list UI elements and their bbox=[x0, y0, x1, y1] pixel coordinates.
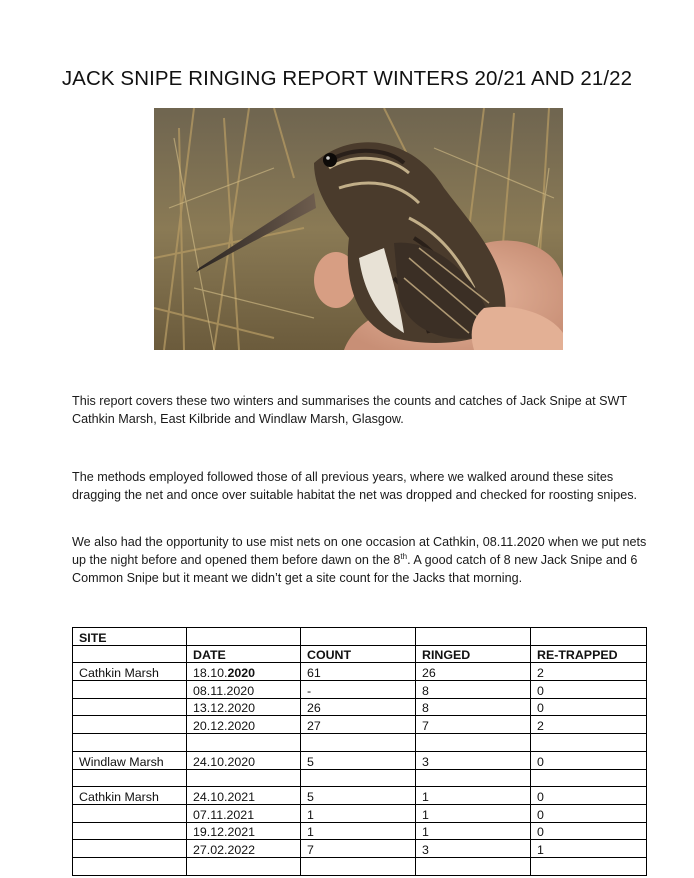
site-cell bbox=[73, 769, 187, 787]
site-cell: Windlaw Marsh bbox=[73, 751, 187, 769]
empty-cell bbox=[416, 628, 531, 646]
jack-snipe-photo bbox=[154, 108, 563, 350]
site-cell bbox=[73, 716, 187, 734]
ringed-cell: 1 bbox=[416, 822, 531, 840]
date-cell bbox=[187, 769, 301, 787]
table-row bbox=[73, 663, 647, 681]
ringed-header: RINGED bbox=[416, 645, 531, 663]
ringed-cell bbox=[416, 734, 531, 752]
table-row bbox=[73, 698, 647, 716]
ringed-cell bbox=[416, 857, 531, 875]
count-cell: 26 bbox=[301, 698, 416, 716]
ringed-cell: 1 bbox=[416, 804, 531, 822]
retrapped-cell: 2 bbox=[531, 716, 647, 734]
table-row bbox=[73, 840, 647, 858]
date-cell bbox=[187, 857, 301, 875]
retrapped-cell: 0 bbox=[531, 751, 647, 769]
date-year: 2020 bbox=[227, 666, 256, 681]
count-cell bbox=[301, 769, 416, 787]
retrapped-cell: 2 bbox=[531, 663, 647, 681]
methods-paragraph: The methods employed followed those of all previous years, where we walked around these sites dragging the net and once over suitable habitat the net was dropped and checked for roosting snipes. bbox=[72, 470, 638, 502]
retrapped-cell bbox=[531, 734, 647, 752]
count-cell: 1 bbox=[301, 804, 416, 822]
count-cell: - bbox=[301, 681, 416, 699]
table-row bbox=[73, 787, 647, 805]
ringed-cell: 7 bbox=[416, 716, 531, 734]
count-cell: 1 bbox=[301, 822, 416, 840]
site-cell: Cathkin Marsh bbox=[73, 663, 187, 681]
ringed-cell: 8 bbox=[416, 681, 531, 699]
date-cell: 24.10.2021 bbox=[187, 787, 301, 805]
empty-cell bbox=[187, 628, 301, 646]
site-cell bbox=[73, 681, 187, 699]
site-cell bbox=[73, 698, 187, 716]
intro-paragraph: This report covers these two winters and summarises the counts and catches of Jack Snipe at SWT Cathkin Marsh, East Kilbride and Windlaw Marsh, Glasgow. bbox=[72, 394, 627, 426]
site-cell bbox=[73, 804, 187, 822]
site-cell: Cathkin Marsh bbox=[73, 787, 187, 805]
count-cell: 5 bbox=[301, 751, 416, 769]
table-title-row bbox=[73, 628, 647, 646]
date-cell bbox=[187, 663, 301, 681]
retrapped-cell: 0 bbox=[531, 787, 647, 805]
column-header-row bbox=[73, 645, 647, 663]
date-cell: 24.10.2020 bbox=[187, 751, 301, 769]
count-cell bbox=[301, 734, 416, 752]
date-cell: 07.11.2021 bbox=[187, 804, 301, 822]
site-cell bbox=[73, 857, 187, 875]
empty-cell bbox=[73, 645, 187, 663]
count-cell bbox=[301, 857, 416, 875]
site-cell bbox=[73, 822, 187, 840]
retrapped-cell: 0 bbox=[531, 822, 647, 840]
mist-net-text-b: . A good catch of 8 new Jack Snipe and 6 Common Snipe but it meant we didn’t get a site count for the Jacks that morning. bbox=[72, 553, 638, 585]
date-cell bbox=[187, 734, 301, 752]
table-row bbox=[73, 804, 647, 822]
table-row bbox=[73, 769, 647, 787]
date-day-month: 18.10. bbox=[193, 666, 228, 681]
retrapped-header: RE-TRAPPED bbox=[531, 645, 647, 663]
ringing-results-table bbox=[72, 627, 647, 876]
retrapped-cell: 0 bbox=[531, 804, 647, 822]
report-title: JACK SNIPE RINGING REPORT WINTERS 20/21 AND 21/22 bbox=[61, 67, 633, 90]
date-cell: 13.12.2020 bbox=[187, 698, 301, 716]
table-row bbox=[73, 751, 647, 769]
date-header: DATE bbox=[187, 645, 301, 663]
date-cell: 08.11.2020 bbox=[187, 681, 301, 699]
count-cell: 61 bbox=[301, 663, 416, 681]
count-cell: 27 bbox=[301, 716, 416, 734]
site-cell bbox=[73, 734, 187, 752]
table-row bbox=[73, 716, 647, 734]
date-cell: 19.12.2021 bbox=[187, 822, 301, 840]
ringed-cell: 1 bbox=[416, 787, 531, 805]
empty-cell bbox=[301, 628, 416, 646]
ringed-cell: 3 bbox=[416, 751, 531, 769]
count-header: COUNT bbox=[301, 645, 416, 663]
ringed-cell bbox=[416, 769, 531, 787]
retrapped-cell: 1 bbox=[531, 840, 647, 858]
date-cell: 27.02.2022 bbox=[187, 840, 301, 858]
table-row bbox=[73, 822, 647, 840]
ringed-cell: 26 bbox=[416, 663, 531, 681]
table-row bbox=[73, 681, 647, 699]
mist-net-text-a: We also had the opportunity to use mist nets on one occasion at Cathkin, 08.11.2020 when we put nets up the night before and opened them before dawn on the 8 bbox=[72, 535, 647, 567]
site-cell bbox=[73, 840, 187, 858]
count-cell: 5 bbox=[301, 787, 416, 805]
ordinal-suffix: th bbox=[400, 551, 408, 561]
ringed-cell: 3 bbox=[416, 840, 531, 858]
retrapped-cell bbox=[531, 769, 647, 787]
retrapped-cell bbox=[531, 857, 647, 875]
site-header: SITE bbox=[73, 628, 187, 646]
mist-net-paragraph bbox=[72, 533, 652, 587]
empty-cell bbox=[531, 628, 647, 646]
date-cell: 20.12.2020 bbox=[187, 716, 301, 734]
count-cell: 7 bbox=[301, 840, 416, 858]
table-row bbox=[73, 734, 647, 752]
table-row bbox=[73, 857, 647, 875]
retrapped-cell: 0 bbox=[531, 681, 647, 699]
ringed-cell: 8 bbox=[416, 698, 531, 716]
retrapped-cell: 0 bbox=[531, 698, 647, 716]
